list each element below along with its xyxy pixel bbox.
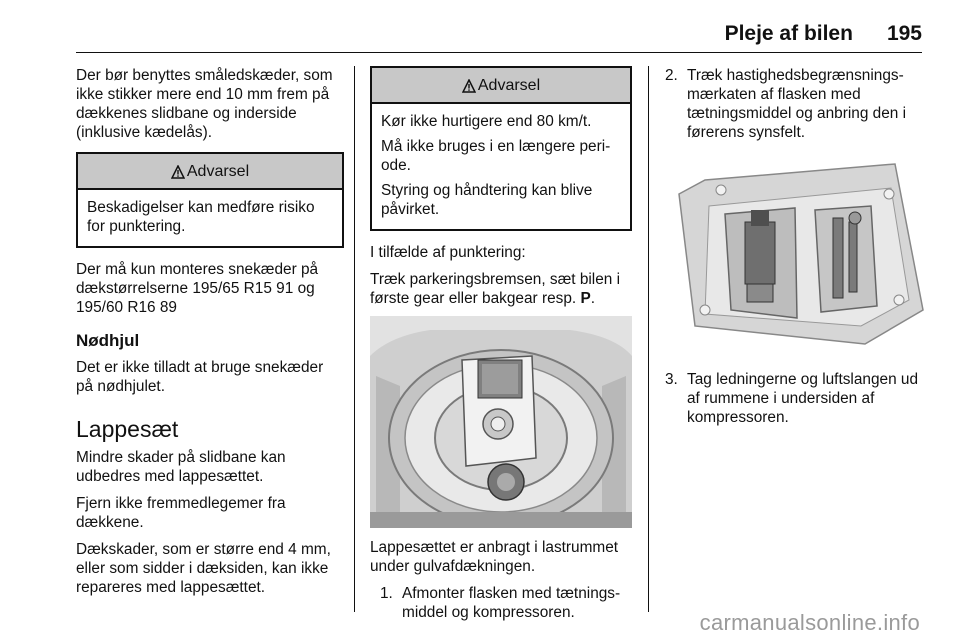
repair-kit-heading: Lappesæt	[76, 416, 179, 442]
spare-wheel-text: Det er ikke tilladt at bruge snekæder på nødhjulet.	[76, 359, 324, 395]
column-divider-2	[648, 66, 649, 612]
repair-kit-compartment-illustration	[665, 150, 927, 360]
spare-wheel-well-illustration	[370, 316, 632, 528]
step-number: 1.	[380, 585, 393, 602]
spare-wheel-heading: Nødhjul	[76, 331, 140, 350]
step-number: 2.	[665, 67, 678, 84]
warning-text: Beskadigelser kan medføre risiko for punktering.	[87, 199, 315, 235]
warning-header	[372, 68, 630, 104]
warning-box-1	[76, 152, 344, 248]
column-divider-1	[354, 66, 355, 612]
warning-box-2	[370, 66, 632, 231]
column-2	[370, 66, 632, 630]
repair-kit-paragraph-3: Dækskader, som er større end 4 mm, eller som sidder i dæksiden, kan ikke repareres med lappesættet.	[76, 541, 331, 596]
warning-title: Advarsel	[477, 77, 541, 94]
warning-header	[78, 154, 342, 190]
step-text: Afmonter flasken med tætningsmiddel og kompressoren.	[402, 585, 621, 621]
repair-kit-paragraph-2: Fjern ikke fremmedlegemer fra dækkene.	[76, 495, 286, 531]
page-number: 195	[886, 22, 922, 45]
gear-symbol: P	[580, 290, 591, 307]
section-title: Pleje af bilen	[724, 22, 853, 45]
step-number: 3.	[665, 371, 678, 388]
snow-chain-sizes: Der må kun monteres snekæder på dækstørrelserne 195/65 R15 91 og 195/60 R16 89	[76, 261, 319, 316]
step-2	[665, 66, 927, 142]
column-1	[76, 66, 344, 605]
header-rule	[76, 52, 922, 53]
intro-paragraph: Der bør benyttes småledskæder, som ikke stikker mere end 10 mm frem på dækkenes slidbane og inderside (inklusive kædelås).	[76, 67, 333, 141]
kit-location-text: Lappesættet er anbragt i lastrummet under gulvafdækningen.	[370, 539, 619, 575]
warning-title: Advarsel	[186, 163, 250, 180]
column-3	[665, 66, 927, 435]
warning-duration: Må ikke bruges i en længere periode.	[381, 138, 611, 174]
warning-speed-limit: Kør ikke hurtigere end 80 km/t.	[381, 113, 592, 130]
repair-kit-paragraph-1: Mindre skader på slidbane kan udbedres med lappesættet.	[76, 449, 286, 485]
step-1	[370, 584, 632, 622]
warning-handling: Styring og håndtering kan blive påvirket.	[381, 182, 593, 218]
puncture-intro: I tilfælde af punktering:	[370, 244, 526, 261]
watermark: carmanualsonline.info	[699, 610, 920, 635]
warning-triangle-icon	[462, 79, 476, 93]
step-text: Tag ledningerne og luftslangen ud af rummene i undersiden af kompressoren.	[687, 371, 919, 426]
step-text: Træk hastighedsbegrænsningsmærkaten af flasken med tætningsmiddel og anbring den i førerens synsfelt.	[687, 67, 907, 141]
warning-triangle-icon	[171, 165, 185, 179]
parking-brake-instruction: Træk parkeringsbremsen, sæt bilen i første gear eller bakgear resp. P.	[370, 271, 621, 307]
page-header	[725, 22, 922, 46]
step-3	[665, 370, 927, 427]
